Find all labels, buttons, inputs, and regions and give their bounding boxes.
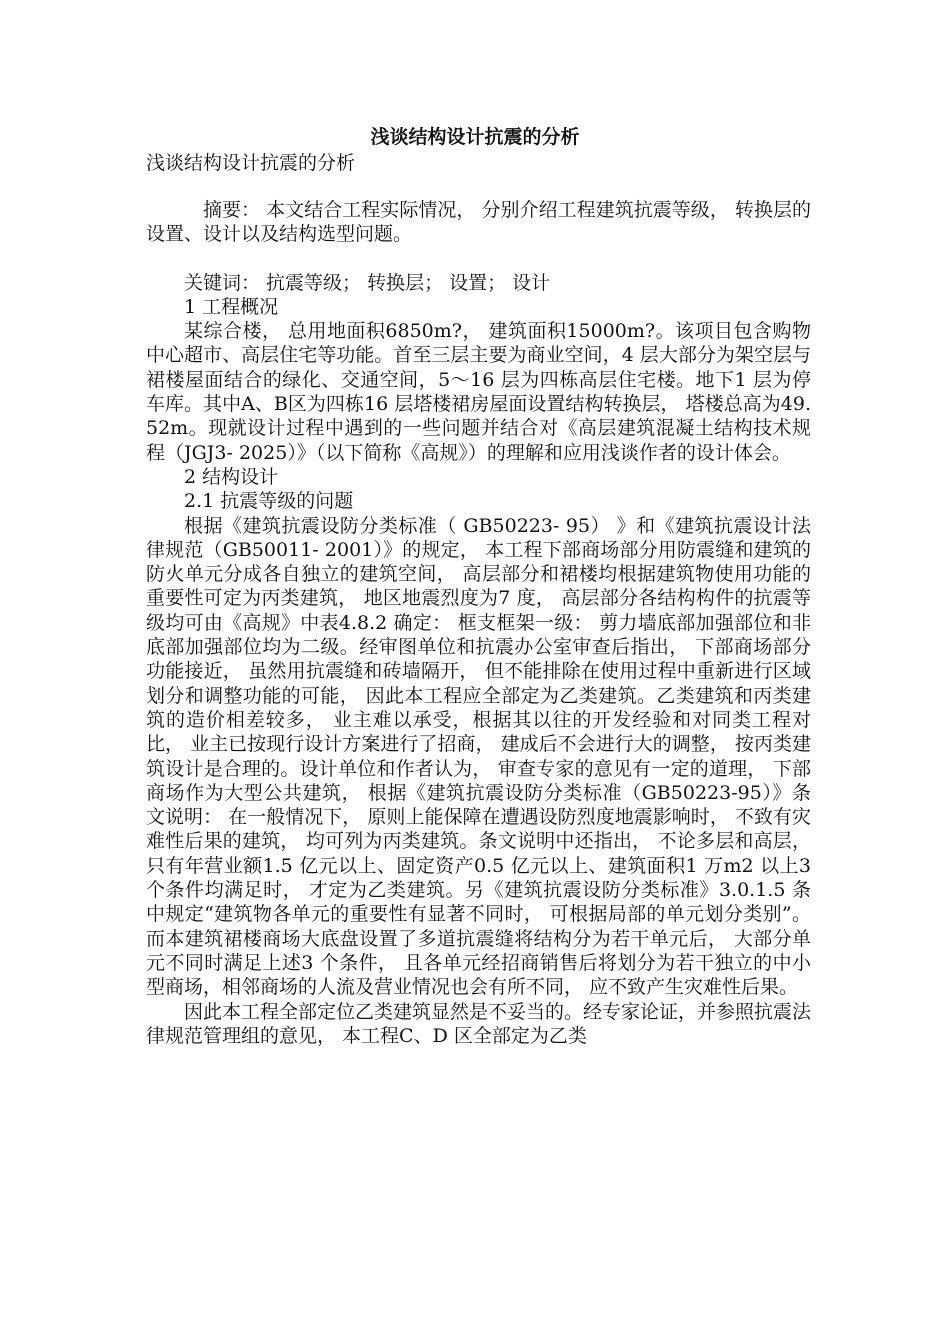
keywords-line: 关键词： 抗震等级； 转换层； 设置； 设计 [184,271,551,294]
document-body [146,198,811,1048]
body-paragraph: 某综合楼， 总用地面积6850m?， 建筑面积15000m?。该项目包含购物中心超市、高层住宅等功能。首至三层主要为商业空间，4 层大部分为架空层与裙楼屋面结合的绿化、交通空间，5～16 层为四栋高层住宅楼。地下1 层为停车库。其中A、B区为四栋16 层塔楼裙房屋面设置结构转换层， 塔楼总高为49.52m。现就设计过程中遇到的一些问题并结合对《高层建筑混凝土结构技术规程（JGJ3- 2025）》（以下简称《高规》）的理解和应用浅谈作者的设计体会。 [146,320,811,464]
body-paragraph: 根据《建筑抗震设防分类标准（ GB50223- 95） 》和《建筑抗震设计法律规范（GB50011- 2001）》的规定， 本工程下部商场部分用防震缝和建筑的防火单元分成各自独立的建筑空间， 高层部分和裙楼均根据建筑物使用功能的重要性可定为丙类建筑， 地区地震烈度为7 度， 高层部分各结构构件的抗震等级均可由《高规》中表4.8.2 确定： 框支框架一级： 剪力墙底部加强部位和非底部加强部位均为二级。经审图单位和抗震办公室审查后指出， 下部商场部分功能接近， 虽然用抗震缝和砖墙隔开， 但不能排除在使用过程中重新进行区域划分和调整功能的可能， 因此本工程应全部定为乙类建筑。乙类建筑和丙类建筑的造价相差较多， 业主难以承受，根据其以往的开发经验和对同类工程对比， 业主已按现行设计方案进行了招商， 建成后不会进行大的调整， 按丙类建筑设计是合理的。设计单位和作者认为， 审查专家的意见有一定的道理， 下部商场作为大型公共建筑， 根据《建筑抗震设防分类标准（GB50223-95）》条文说明： 在一般情况下， 原则上能保障在遭遇设防烈度地震影响时， 不致有灾难性后果的建筑， 均可列为丙类建筑。条文说明中还指出， 不论多层和高层， 只有年营业额1.5 亿元以上、固定资产0.5 亿元以上、建筑面积1 万m2 以上3 个条件均满足时， 才定为乙类建筑。另《建筑抗震设防分类标准》3.0.1.5 条中规定“建筑物各单元的重要性有显著不同时， 可根据局部的单元划分类别”。而本建筑裙楼商场大底盘设置了多道抗震缝将结构分为若干单元后， 大部分单元不同时满足上述3 个条件， 且各单元经招商销售后将划分为若干独立的中小型商场，相邻商场的人流及营业情况也会有所不同， 应不致产生灾难性后果。 [146,514,811,999]
section-heading-overview: 1 工程概况 [184,295,279,318]
body-paragraph: 因此本工程全部定位乙类建筑显然是不妥当的。经专家论证，并参照抗震法律规范管理组的意见， 本工程C、D 区全部定为乙类 [146,1000,812,1047]
section-heading-structural-design: 2 结构设计 [184,465,279,488]
document-subtitle: 浅谈结构设计抗震的分析 [146,152,356,174]
abstract-paragraph: 摘要： 本文结合工程实际情况， 分别介绍工程建筑抗震等级， 转换层的设置、设计以及结构选型问题。 [146,199,811,246]
document-title: 浅谈结构设计抗震的分析 [370,126,580,148]
section-heading-seismic-grade: 2.1 抗震等级的问题 [184,490,354,513]
